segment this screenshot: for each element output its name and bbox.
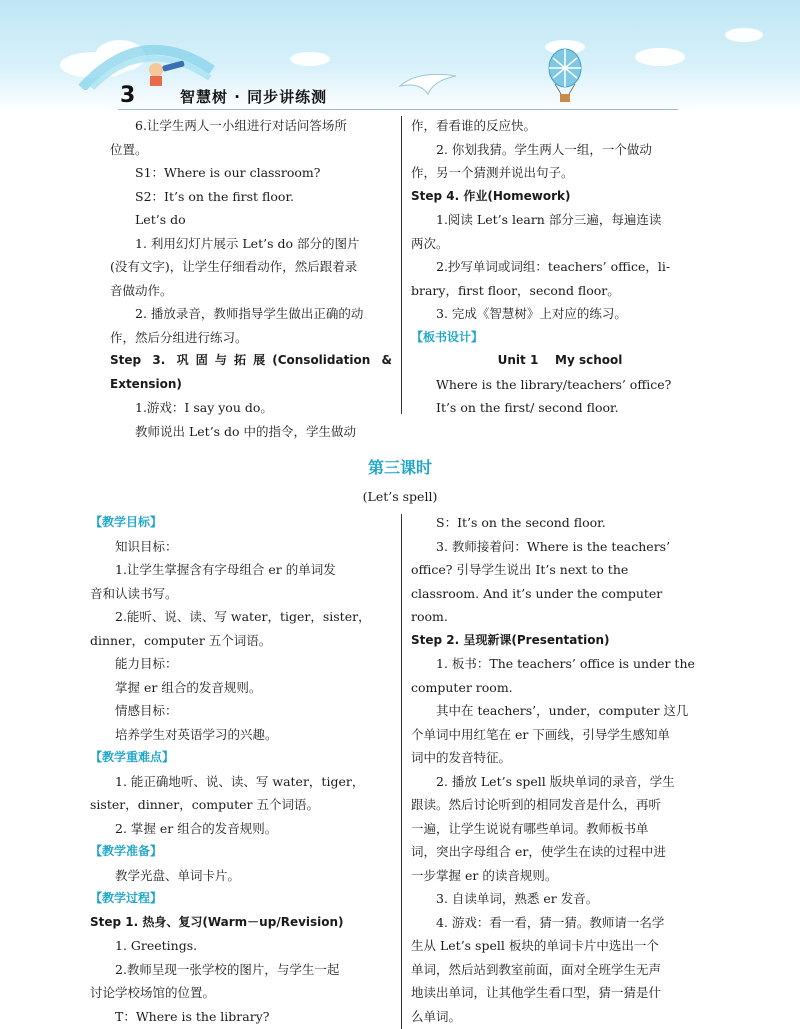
text-line: 教学光盘、单词卡片。	[115, 867, 241, 883]
column-divider	[401, 514, 402, 1029]
lesson-title: 第三课时	[367, 458, 432, 477]
text-line: (没有文字)，让学生仔细看动作，然后跟着录	[110, 259, 358, 274]
cloud-decoration	[725, 28, 763, 42]
step-heading: Step 1. 热身、复习(Warm－up/Revision)	[90, 914, 344, 929]
text-line: 2.能听、说、读、写 water，tiger，sister，	[115, 609, 371, 624]
top-right-column	[411, 114, 709, 420]
text-line: 生从 Let’s spell 板块的单词卡片中选出一个	[411, 938, 659, 953]
cloud-decoration	[290, 52, 330, 66]
text-line: 知识目标：	[115, 538, 178, 554]
bottom-right-column	[411, 511, 709, 1028]
page-header	[0, 0, 800, 112]
text-line: S：It’s on the second floor.	[436, 515, 606, 530]
text-line: dinner，computer 五个词语。	[90, 632, 272, 648]
text-line: Where is the library/teachers’ office?	[436, 376, 672, 392]
column-divider	[401, 116, 402, 414]
step-heading: Step 4. 作业(Homework)	[411, 188, 571, 203]
section-tag: 【板书设计】	[411, 329, 484, 344]
section-tag: 【教学重难点】	[90, 750, 175, 764]
section-tag: 【教学目标】	[90, 515, 163, 529]
text-line: 1. 能正确地听、说、读、写 water，tiger，	[115, 773, 365, 789]
text-line: 2.教师呈现一张学校的图片，与学生一起	[115, 961, 340, 977]
step-heading: Step 3. 巩固与拓展(Consolidation & Extension)	[110, 353, 392, 391]
top-left-column	[110, 114, 392, 443]
text-line: 1. Greetings.	[115, 938, 198, 953]
text-line: S1：Where is our classroom?	[135, 165, 321, 180]
text-line: 么单词。	[411, 1008, 462, 1024]
step-heading: Step 2. 呈现新课(Presentation)	[411, 632, 610, 647]
cloud-decoration	[635, 48, 685, 66]
page-number: 3	[120, 83, 136, 108]
text-line: 培养学生对英语学习的兴趣。	[115, 726, 278, 742]
glider-icon	[398, 68, 458, 98]
text-line: 一步掌握 er 的读音规则。	[411, 867, 558, 883]
section-tag: 【教学准备】	[90, 844, 163, 858]
text-line: sister，dinner，computer 五个词语。	[90, 797, 319, 812]
text-line: 音和认读书写。	[90, 585, 178, 601]
text-line: 作，看看谁的反应快。	[411, 118, 537, 133]
hot-air-balloon-icon	[545, 48, 585, 108]
text-line: 4. 游戏：看一看，猜一猜。教师请一名学	[436, 914, 665, 930]
text-line: 一遍，让学生说说有哪些单词。教师板书单	[411, 820, 649, 836]
text-line: 3. 自读单词，熟悉 er 发音。	[436, 891, 599, 906]
text-line: 3. 教师接着问：Where is the teachers’	[436, 538, 671, 554]
text-line: 讨论学校场馆的位置。	[90, 985, 216, 1000]
text-line: 个单词中用红笔在 er 下画线，引导学生感知单	[411, 726, 670, 742]
text-line: 6.让学生两人一小组进行对话问答场所	[135, 118, 347, 133]
text-line: 1.阅读 Let’s learn 部分三遍，每遍连读	[436, 212, 662, 227]
text-line: 音做动作。	[110, 282, 173, 298]
text-line: 1. 板书：The teachers’ office is under the	[436, 656, 695, 671]
text-line: 2. 掌握 er 组合的发音规则。	[115, 820, 278, 836]
text-line: 词中的发音特征。	[411, 750, 512, 765]
text-line: 1.游戏：I say you do。	[135, 400, 273, 415]
header-rule	[118, 109, 678, 110]
lesson-subtitle: (Let’s spell)	[362, 489, 438, 504]
text-line: 能力目标：	[115, 656, 178, 671]
text-line: 教师说出 Let’s do 中的指令，学生做动	[135, 423, 357, 439]
text-line: room.	[411, 609, 448, 624]
text-line: office? 引导学生说出 It’s next to the	[411, 562, 629, 577]
text-line: 跟读。然后讨论听到的相同发音是什么，再听	[411, 797, 662, 812]
section-tag: 【教学过程】	[90, 891, 163, 905]
text-line: Let’s do	[135, 212, 186, 227]
text-line: 作，然后分组进行练习。	[110, 329, 248, 345]
text-line: 1.让学生掌握含有字母组合 er 的单词发	[115, 562, 336, 577]
text-line: T：Where is the library?	[115, 1008, 270, 1024]
text-line: 2.抄写单词或词组：teachers’ office，li-	[436, 259, 671, 274]
book-title: 智慧树 · 同步讲练测	[180, 88, 328, 106]
text-line: It’s on the first/ second floor.	[436, 400, 619, 415]
text-line: 作，另一个猜测并说出句子。	[411, 165, 574, 180]
text-line: 2. 播放录音，教师指导学生做出正确的动	[135, 306, 364, 321]
text-line: 2. 你划我猜。学生两人一组，一个做动	[436, 141, 652, 157]
bottom-left-column	[90, 511, 394, 1028]
text-line: classroom. And it’s under the computer	[411, 585, 663, 601]
text-line: computer room.	[411, 679, 513, 695]
text-line: 2. 播放 Let’s spell 版块单词的录音，学生	[436, 773, 675, 789]
board-title: Unit 1 My school	[497, 353, 623, 367]
text-line: brary，first floor，second floor。	[411, 282, 620, 298]
text-line: S2：It’s on the first floor.	[135, 188, 295, 204]
text-line: 地读出单词，让其他学生看口型，猜一猜是什	[411, 985, 662, 1000]
text-line: 其中在 teachers’，under，computer 这几	[436, 703, 689, 718]
text-line: 词，突出字母组合 er，使学生在读的过程中进	[411, 844, 666, 859]
text-line: 两次。	[411, 235, 449, 251]
text-line: 3. 完成《智慧树》上对应的练习。	[436, 306, 627, 321]
text-line: 单词，然后站到教室前面，面对全班学生无声	[411, 961, 662, 977]
text-line: 1. 利用幻灯片展示 Let’s do 部分的图片	[135, 235, 360, 251]
text-line: 位置。	[110, 141, 148, 157]
text-line: 情感目标：	[115, 703, 178, 718]
text-line: 掌握 er 组合的发音规则。	[115, 679, 262, 695]
